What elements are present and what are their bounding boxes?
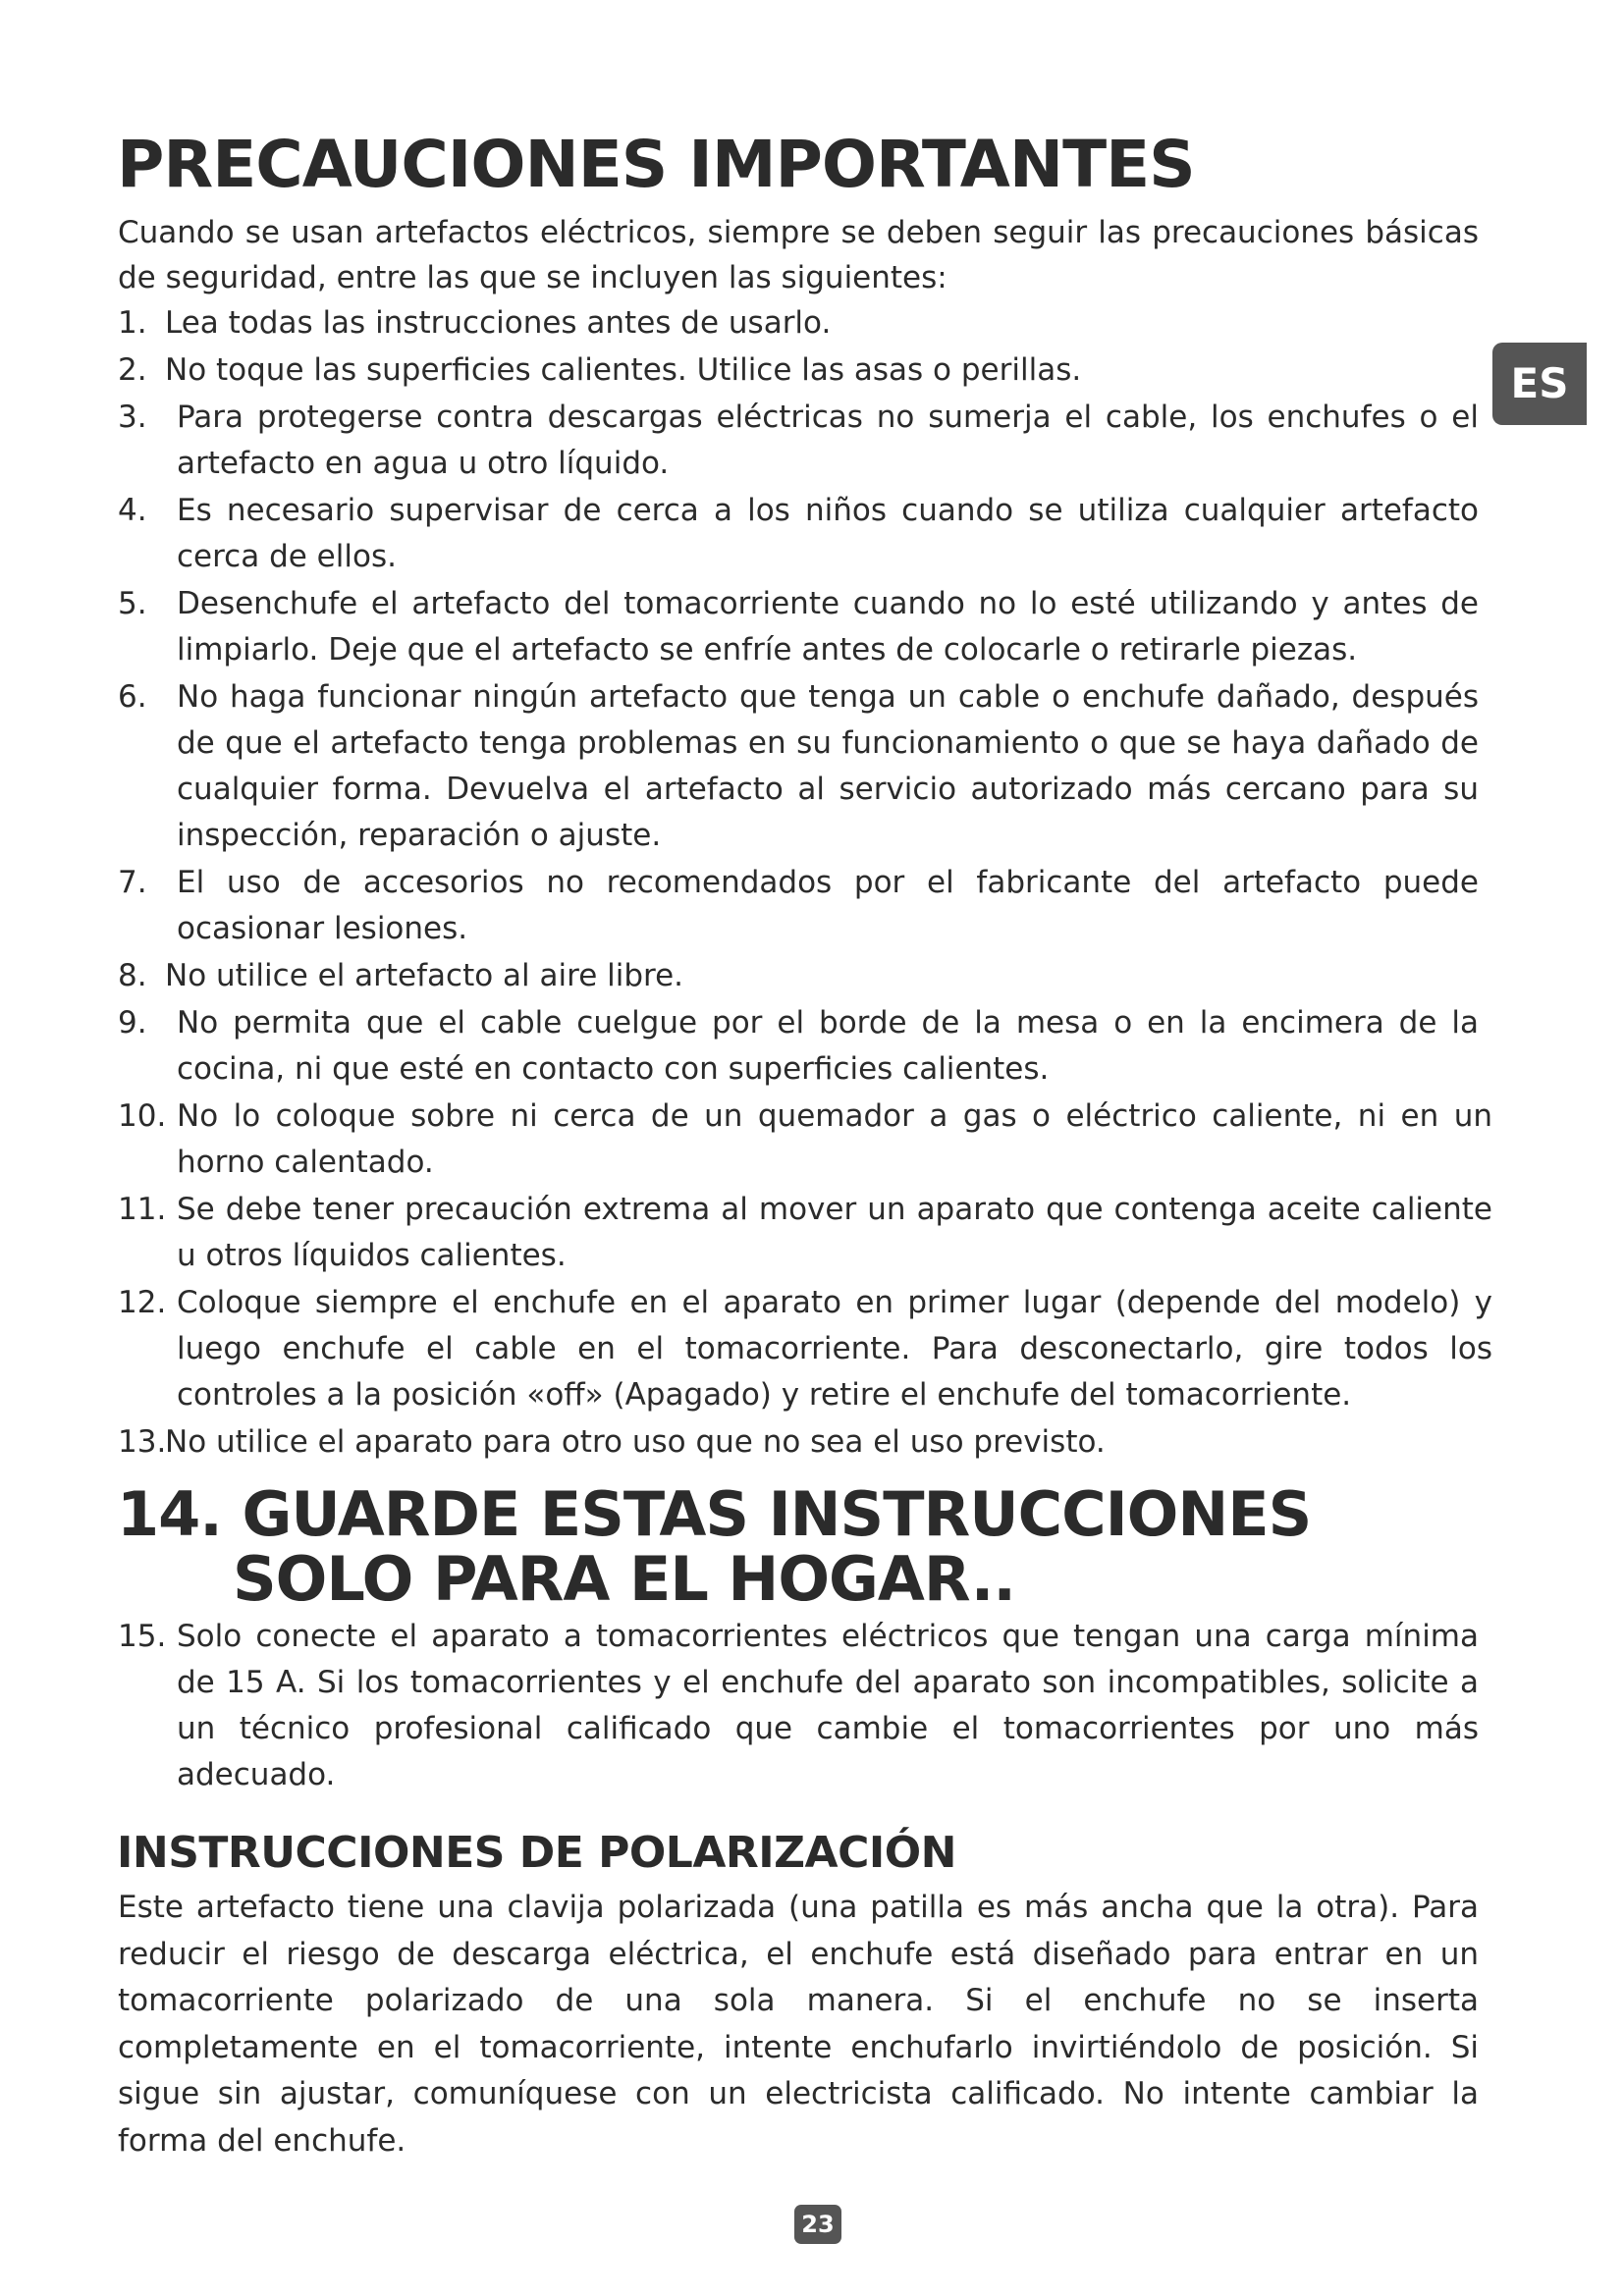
item-text: El uso de accesorios no recomendados por el fabricante del artefacto puede ocasionar lesiones. <box>177 865 1479 946</box>
page-number-badge: 23 <box>794 2205 841 2244</box>
item-text: No utilice el aparato para otro uso que no sea el uso previsto. <box>165 1424 1106 1460</box>
list-item <box>118 300 1492 347</box>
list-item <box>118 1614 1492 1798</box>
item-number: 2. <box>118 352 147 388</box>
item-text: Para protegerse contra descargas eléctricas no sumerja el cable, los enchufes o el artefacto en agua u otro líquido. <box>177 400 1479 481</box>
polarization-paragraph: Este artefacto tiene una clavija polarizada (una patilla es más ancha que la otra). Para reducir el riesgo de descarga eléctrica, el enchufe está diseñado para entrar en un tomacorriente polarizado de una sola manera. Si el enchufe no se inserta completamente en el tomacorriente, intente enchufarlo invirtiéndolo de posición. Si sigue sin ajustar, comuníquese con un electricista calificado. No intente cambiar la forma del enchufe. <box>118 1890 1479 2159</box>
item-text: Es necesario supervisar de cerca a los niños cuando se utiliza cualquier artefacto cerca de ellos. <box>177 493 1479 574</box>
precautions-list <box>118 300 1492 1467</box>
list-item <box>118 1187 1492 1279</box>
item-number: 6. <box>118 679 147 715</box>
item-text: No toque las superficies calientes. Utilice las asas o perillas. <box>165 352 1082 388</box>
item-number: 10. <box>118 1098 167 1134</box>
list-item <box>118 1094 1492 1186</box>
item-number: 15. <box>118 1619 167 1654</box>
save-instructions-heading <box>117 1478 1312 1615</box>
list-item <box>118 953 1492 999</box>
item-text: Se debe tener precaución extrema al mover un aparato que contenga aceite caliente u otros líquidos calientes. <box>177 1192 1492 1273</box>
item-number: 7. <box>118 865 147 900</box>
heading-number: 14. <box>117 1478 222 1550</box>
list-item <box>118 1000 1479 1093</box>
item-text: No haga funcionar ningún artefacto que tenga un cable o enchufe dañado, después de que el artefacto tenga problemas en su funcionamiento o que se haya dañado de cualquier forma. Devuelva el artefacto al servicio autorizado más cercano para su inspección, reparación o ajuste. <box>177 679 1479 853</box>
list-item <box>118 347 1492 394</box>
heading-line-1: GUARDE ESTAS INSTRUCCIONES <box>242 1478 1312 1550</box>
item-number: 8. <box>118 958 147 993</box>
item-number: 12. <box>118 1285 167 1320</box>
item-number: 13. <box>118 1424 167 1460</box>
list-item <box>118 674 1479 859</box>
language-tab: ES <box>1492 343 1587 425</box>
intro-paragraph: Cuando se usan artefactos eléctricos, siempre se deben seguir las precauciones básicas de seguridad, entre las que se incluyen las siguientes: <box>118 215 1479 295</box>
item-text: No permita que el cable cuelgue por el borde de la mesa o en la encimera de la cocina, ni que esté en contacto con superficies calientes. <box>177 1005 1479 1087</box>
item-text: Solo conecte el aparato a tomacorrientes eléctricos que tengan una carga mínima de 15 A. Si los tomacorrientes y el enchufe del aparato son incompatibles, solicite a un técnico profesional calificado que cambie el tomacorrientes por uno más adecuado. <box>177 1619 1479 1792</box>
list-item <box>118 860 1479 952</box>
item-number: 3. <box>118 400 147 435</box>
heading-line-2: SOLO PARA EL HOGAR.. <box>233 1543 1015 1615</box>
polarization-heading: INSTRUCCIONES DE POLARIZACIÓN <box>117 1828 956 1878</box>
list-item <box>118 1419 1492 1466</box>
item-text: Lea todas las instrucciones antes de usarlo. <box>165 305 832 341</box>
item-number: 9. <box>118 1005 147 1041</box>
item-number: 5. <box>118 586 147 621</box>
item-text: No lo coloque sobre ni cerca de un quemador a gas o eléctrico caliente, ni en un horno calentado. <box>177 1098 1492 1180</box>
list-item <box>118 488 1479 580</box>
item-number: 4. <box>118 493 147 528</box>
list-item <box>118 1280 1492 1418</box>
item-number: 11. <box>118 1192 167 1227</box>
item-text: Desenchufe el artefacto del tomacorriente cuando no lo esté utilizando y antes de limpiarlo. Deje que el artefacto se enfríe antes de colocarle o retirarle piezas. <box>177 586 1479 667</box>
item-number: 1. <box>118 305 147 341</box>
list-item <box>118 581 1479 673</box>
item-text: Coloque siempre el enchufe en el aparato en primer lugar (depende del modelo) y luego enchufe el cable en el tomacorriente. Para desconectarlo, gire todos los controles a la posición «off» (Apagado) y retire el enchufe del tomacorriente. <box>177 1285 1492 1413</box>
list-item <box>118 395 1479 487</box>
page-title: PRECAUCIONES IMPORTANTES <box>117 127 1195 202</box>
item-text: No utilice el artefacto al aire libre. <box>165 958 684 993</box>
